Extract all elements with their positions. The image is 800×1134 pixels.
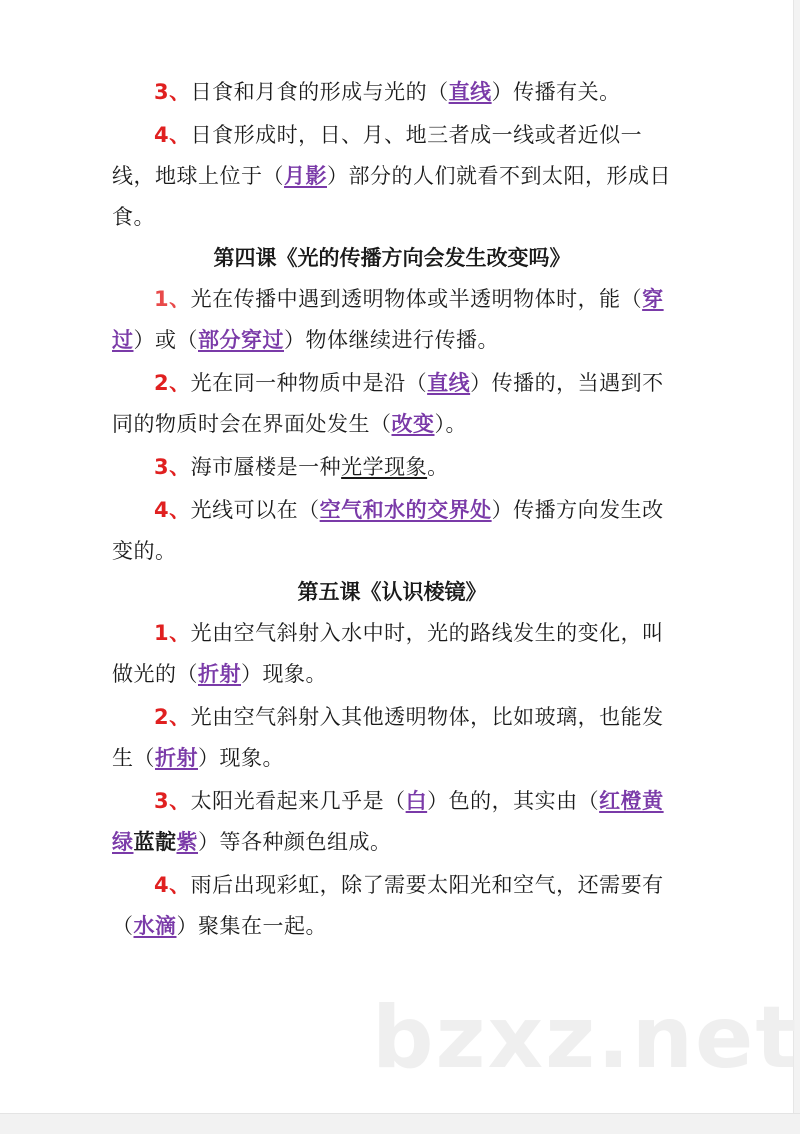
item-text: ）色的，其实由（	[427, 789, 600, 813]
item-text: 。	[427, 455, 449, 479]
answer-text: 白	[405, 789, 428, 813]
lesson-5-title: 第五课《认识棱镜》	[297, 580, 487, 604]
item-number: 3、	[154, 789, 191, 813]
document-body	[112, 72, 672, 947]
item-text: 光线可以在（	[190, 498, 320, 522]
answer-text: 折射	[155, 746, 198, 770]
item-text: ）部分的人们就看不到太阳，形成日食。	[112, 164, 671, 229]
underlined-text: 光学现象	[341, 455, 428, 479]
answer-text: 直线	[448, 80, 492, 104]
item-text: ）聚集在一起。	[176, 914, 327, 938]
watermark: bzxz.net	[372, 988, 799, 1088]
lesson-5-item-4	[112, 865, 672, 947]
item-text: 日食和月食的形成与光的（	[190, 80, 449, 104]
item-text: ）现象。	[198, 746, 284, 770]
lesson-4-item-3	[112, 447, 672, 488]
answer-text-dark: 蓝靛	[133, 830, 177, 854]
answer-text: 空气和水的交界处	[319, 498, 492, 522]
lesson-5-item-3	[112, 781, 672, 863]
answer-text: 直线	[427, 371, 471, 395]
lesson-5-item-1	[112, 613, 672, 695]
item-text: ）传播有关。	[491, 80, 621, 104]
answer-text: 紫	[176, 830, 198, 854]
lesson-5-item-2	[112, 697, 672, 779]
page-bottom-edge	[0, 1113, 800, 1134]
item-text: ）物体继续进行传播。	[284, 328, 499, 352]
item-number: 4、	[154, 498, 191, 522]
item-number: 1、	[154, 287, 191, 311]
item-number: 4、	[154, 873, 191, 897]
item-text: ）传播方向发生改变的。	[112, 498, 664, 563]
lesson-4-title: 第四课《光的传播方向会发生改变吗》	[213, 246, 571, 270]
item-text: ）等各种颜色组成。	[198, 830, 392, 854]
page-right-edge	[793, 0, 800, 1134]
answer-text: 红橙黄绿	[112, 789, 664, 854]
item-number: 2、	[154, 371, 191, 395]
item-4-paragraph	[112, 115, 672, 238]
answer-text: 穿过	[112, 287, 664, 352]
item-text: ）传播的，当遇到不同的物质时会在界面处发生（	[112, 371, 664, 436]
item-text: 光在同一种物质中是沿（	[190, 371, 428, 395]
answer-text: 月影	[284, 164, 327, 188]
item-text: 日食形成时，日、月、地三者成一线或者近似一线，地球上位于（	[112, 123, 643, 188]
lesson-4-item-1	[112, 279, 672, 361]
answer-text: 部分穿过	[198, 328, 284, 352]
answer-text: 折射	[198, 662, 241, 686]
item-number: 1、	[154, 621, 191, 645]
item-text: 光由空气斜射入水中时，光的路线发生的变化，叫做光的（	[112, 621, 664, 686]
item-text: 光由空气斜射入其他透明物体，比如玻璃，也能发生（	[112, 705, 664, 770]
answer-text: 改变	[391, 412, 435, 436]
item-number: 4、	[154, 123, 191, 147]
item-number: 3、	[154, 80, 191, 104]
lesson-4-item-4	[112, 490, 672, 572]
item-number: 3、	[154, 455, 191, 479]
item-text: ）现象。	[241, 662, 327, 686]
item-text: 太阳光看起来几乎是（	[190, 789, 406, 813]
item-text: 雨后出现彩虹，除了需要太阳光和空气，还需要有（	[112, 873, 664, 938]
item-text: 海市蜃楼是一种	[190, 455, 342, 479]
answer-text: 水滴	[133, 914, 177, 938]
lesson-4-item-2	[112, 363, 672, 445]
item-3-paragraph	[112, 72, 672, 113]
item-number: 2、	[154, 705, 191, 729]
item-text: ）。	[434, 412, 467, 436]
item-text: 光在传播中遇到透明物体或半透明物体时，能（	[190, 287, 643, 311]
item-text: ）或（	[133, 328, 198, 352]
